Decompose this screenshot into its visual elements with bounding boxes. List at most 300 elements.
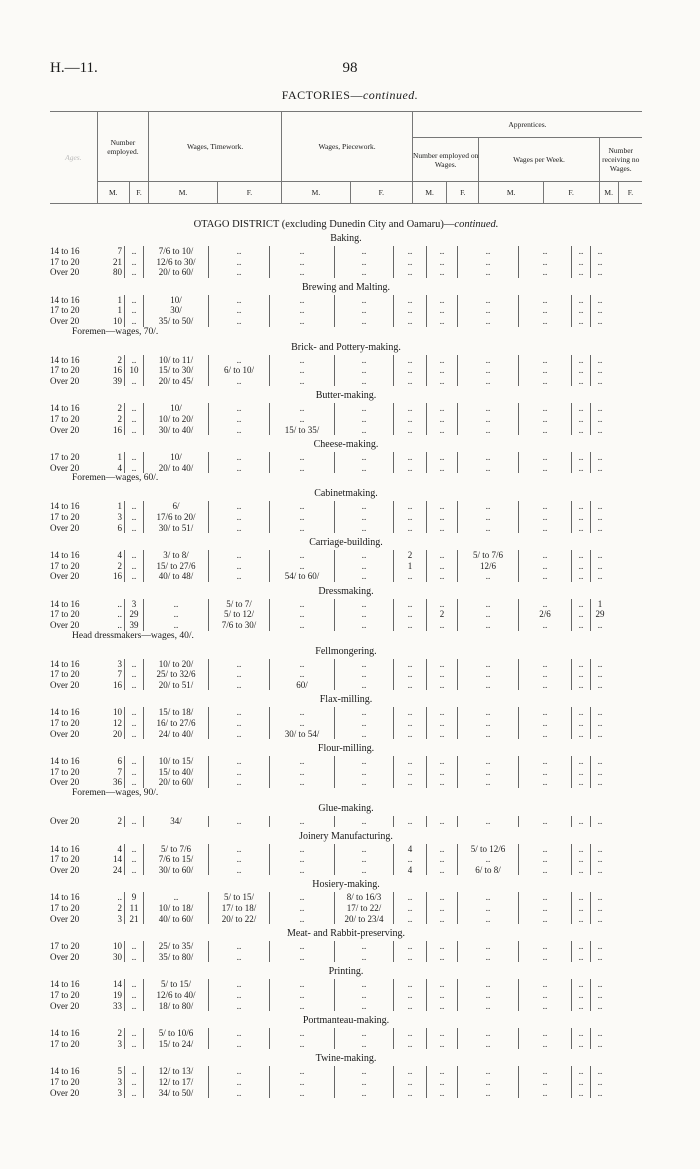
apprentice-employed-m-cell: .. (394, 599, 427, 610)
apprentice-employed-f-cell: .. (427, 365, 458, 376)
wages-piece-f-cell: .. (335, 512, 394, 523)
wages-time-m-cell: 24/ to 40/ (144, 729, 209, 740)
employed-m-cell: 30 (94, 952, 125, 963)
apprentice-nowages-f-cell: .. (597, 1028, 603, 1039)
title-continued: continued. (362, 88, 419, 102)
apprentice-wages-f-cell: .. (519, 1066, 572, 1077)
apprentice-employed-m-cell: .. (394, 1077, 427, 1088)
apprentice-wages-m-cell: .. (458, 903, 519, 914)
employed-f-cell: .. (125, 376, 144, 387)
age-cell: 17 to 20 (50, 511, 80, 522)
age-cell: 17 to 20 (50, 854, 80, 865)
age-cell: Over 20 (50, 679, 80, 690)
apprentice-employed-m-cell: .. (394, 316, 427, 327)
apprentice-wages-f-cell: .. (519, 669, 572, 680)
apprentice-nowages-f-cell: .. (597, 951, 603, 962)
employed-m-cell: 16 (94, 425, 125, 436)
table-row (50, 718, 642, 729)
employed-m-cell: 3 (94, 1088, 125, 1099)
wages-piece-f-cell: .. (335, 523, 394, 534)
wages-time-m-cell: 20/ to 51/ (144, 680, 209, 691)
age-cell: 17 to 20 (50, 1038, 80, 1049)
apprentice-wages-m-cell: .. (458, 767, 519, 778)
wages-time-f-cell: .. (209, 246, 270, 257)
employed-f-cell: 9 (125, 892, 144, 903)
apprentice-nowages-m-cell: .. (572, 680, 591, 691)
apprentice-nowages-m-cell: .. (572, 718, 591, 729)
employed-f-cell: .. (125, 816, 144, 827)
wages-time-m-cell: 12/6 to 40/ (144, 990, 209, 1001)
apprentice-wages-f-cell: .. (519, 316, 572, 327)
age-cell: Over 20 (50, 522, 80, 533)
employed-m-cell: 1 (94, 295, 125, 306)
wages-time-m-cell: 6/ (144, 501, 209, 512)
wages-time-f-cell: 6/ to 10/ (209, 365, 270, 376)
header-f: F. (217, 182, 281, 204)
apprentice-employed-m-cell: .. (394, 979, 427, 990)
wages-piece-m-cell: .. (270, 452, 335, 463)
apprentice-nowages-m-cell: .. (572, 1028, 591, 1039)
age-cell: Over 20 (50, 777, 80, 788)
employed-f-cell: .. (125, 1066, 144, 1077)
apprentice-nowages-f-cell: .. (597, 501, 603, 512)
apprentice-employed-f-cell: .. (427, 1088, 458, 1099)
employed-m-cell: 5 (94, 1066, 125, 1077)
apprentice-employed-f-cell: .. (427, 523, 458, 534)
apprentice-wages-m-cell: .. (458, 854, 519, 865)
wages-piece-m-cell: 60/ (270, 680, 335, 691)
apprentice-employed-m-cell: 4 (394, 844, 427, 855)
wages-piece-f-cell: 20/ to 23/4 (335, 914, 394, 925)
apprentice-nowages-m-cell: .. (572, 463, 591, 474)
employed-m-cell: 16 (94, 571, 125, 582)
apprentice-wages-m-cell: .. (458, 403, 519, 414)
apprentice-wages-m-cell: .. (458, 267, 519, 278)
apprentice-wages-f-cell: 2/6 (519, 609, 572, 620)
apprentice-employed-m-cell: .. (394, 501, 427, 512)
apprentice-wages-f-cell: .. (519, 865, 572, 876)
wages-time-f-cell: .. (209, 316, 270, 327)
employed-f-cell: .. (125, 561, 144, 572)
industry-section (50, 1014, 642, 1049)
table-row (50, 1028, 642, 1039)
wages-piece-m-cell: .. (270, 599, 335, 610)
employed-f-cell: .. (125, 267, 144, 278)
apprentice-nowages-f-cell: .. (597, 452, 603, 463)
apprentice-wages-f-cell: .. (519, 425, 572, 436)
wages-time-f-cell: 5/ to 12/ (209, 609, 270, 620)
apprentice-nowages-f-cell: .. (597, 989, 603, 1000)
wages-piece-m-cell: .. (270, 1039, 335, 1050)
apprentice-nowages-f-cell: .. (597, 669, 603, 680)
apprentice-wages-f-cell: .. (519, 729, 572, 740)
apprentice-nowages-m-cell: .. (572, 305, 591, 316)
apprentice-nowages-m-cell: .. (572, 865, 591, 876)
table-row (50, 865, 642, 876)
wages-piece-m-cell: .. (270, 355, 335, 366)
industry-section (50, 341, 642, 387)
wages-piece-m-cell: .. (270, 979, 335, 990)
employed-m-cell: 2 (94, 561, 125, 572)
apprentice-wages-m-cell: .. (458, 620, 519, 631)
age-cell: 14 to 16 (50, 1028, 80, 1039)
industry-title: Twine-making. (315, 1053, 377, 1065)
wages-time-f-cell: .. (209, 561, 270, 572)
wages-time-m-cell: 15/ to 24/ (144, 1039, 209, 1050)
apprentice-nowages-m-cell: .. (572, 376, 591, 387)
apprentice-employed-f-cell: .. (427, 620, 458, 631)
age-cell: 14 to 16 (50, 403, 80, 414)
table-row (50, 990, 642, 1001)
employed-m-cell: 10 (94, 707, 125, 718)
apprentice-nowages-m-cell: .. (572, 1001, 591, 1012)
apprentice-employed-m-cell: .. (394, 246, 427, 257)
apprentice-wages-f-cell: .. (519, 376, 572, 387)
industry-section (50, 927, 642, 962)
wages-time-m-cell: 5/ to 15/ (144, 979, 209, 990)
apprentice-wages-f-cell: .. (519, 257, 572, 268)
wages-piece-f-cell: .. (335, 305, 394, 316)
apprentice-employed-f-cell: .. (427, 979, 458, 990)
apprentice-wages-m-cell: .. (458, 523, 519, 534)
apprentice-wages-m-cell: .. (458, 425, 519, 436)
wages-time-m-cell: 40/ to 48/ (144, 571, 209, 582)
employed-m-cell: 4 (94, 463, 125, 474)
employed-m-cell: 6 (94, 756, 125, 767)
wages-time-f-cell: .. (209, 816, 270, 827)
header-m: M. (479, 182, 543, 204)
wages-time-m-cell: 35/ to 50/ (144, 316, 209, 327)
header-app-nowages: Number receiving no Wages. (599, 138, 642, 182)
age-cell: Over 20 (50, 816, 80, 826)
table-row (50, 756, 642, 767)
apprentice-wages-m-cell: .. (458, 941, 519, 952)
apprentice-nowages-m-cell: .. (572, 550, 591, 561)
wages-piece-m-cell: .. (270, 501, 335, 512)
wages-piece-m-cell: .. (270, 718, 335, 729)
header-m: M. (149, 182, 218, 204)
apprentice-employed-f-cell: .. (427, 355, 458, 366)
apprentice-wages-f-cell: .. (519, 844, 572, 855)
apprentice-nowages-m-cell: .. (572, 892, 591, 903)
age-cell: 17 to 20 (50, 413, 80, 424)
wages-time-m-cell: .. (144, 609, 209, 620)
employed-m-cell: 3 (94, 914, 125, 925)
wages-piece-f-cell: .. (335, 599, 394, 610)
employed-f-cell: .. (125, 669, 144, 680)
apprentice-wages-f-cell: .. (519, 1088, 572, 1099)
wages-piece-m-cell: .. (270, 376, 335, 387)
apprentice-wages-f-cell: .. (519, 756, 572, 767)
wages-piece-f-cell: .. (335, 1028, 394, 1039)
apprentice-wages-f-cell: .. (519, 620, 572, 631)
apprentice-nowages-f-cell: .. (597, 843, 603, 854)
apprentice-employed-f-cell: 2 (427, 609, 458, 620)
wages-piece-m-cell: .. (270, 990, 335, 1001)
wages-piece-f-cell: .. (335, 246, 394, 257)
employed-m-cell: 21 (94, 257, 125, 268)
apprentice-employed-f-cell: .. (427, 718, 458, 729)
age-cell: 17 to 20 (50, 452, 80, 463)
employed-m-cell: 4 (94, 550, 125, 561)
apprentice-nowages-f-cell: .. (597, 413, 603, 424)
apprentice-nowages-m-cell: .. (572, 952, 591, 963)
wages-piece-m-cell: .. (270, 1077, 335, 1088)
wages-piece-m-cell: .. (270, 767, 335, 778)
employed-f-cell: .. (125, 414, 144, 425)
wages-piece-f-cell: .. (335, 659, 394, 670)
employed-f-cell: .. (125, 452, 144, 463)
industry-section (50, 830, 642, 876)
employed-f-cell: .. (125, 463, 144, 474)
employed-f-cell: .. (125, 979, 144, 990)
apprentice-nowages-f-cell: .. (597, 1087, 603, 1098)
apprentice-employed-f-cell: .. (427, 376, 458, 387)
wages-time-f-cell: .. (209, 756, 270, 767)
employed-f-cell: .. (125, 523, 144, 534)
industry-title: Flour-milling. (317, 743, 375, 755)
employed-f-cell: .. (125, 316, 144, 327)
apprentice-nowages-f-cell: .. (597, 941, 603, 952)
apprentice-employed-f-cell: .. (427, 707, 458, 718)
wages-piece-f-cell: .. (335, 718, 394, 729)
wages-piece-f-cell: .. (335, 463, 394, 474)
wages-time-f-cell: .. (209, 669, 270, 680)
apprentice-nowages-m-cell: .. (572, 620, 591, 631)
wages-piece-m-cell: .. (270, 550, 335, 561)
wages-piece-f-cell: .. (335, 501, 394, 512)
apprentice-nowages-f-cell: .. (597, 913, 603, 924)
table-row (50, 707, 642, 718)
employed-f-cell: .. (125, 659, 144, 670)
age-cell: 14 to 16 (50, 1066, 80, 1077)
apprentice-employed-m-cell: .. (394, 1039, 427, 1050)
wages-time-f-cell: .. (209, 707, 270, 718)
wages-time-m-cell: 10/ to 15/ (144, 756, 209, 767)
employed-m-cell: 2 (94, 1028, 125, 1039)
wages-time-f-cell: .. (209, 523, 270, 534)
employed-m-cell: 14 (94, 854, 125, 865)
table-row (50, 1077, 642, 1088)
table-row (50, 246, 642, 257)
apprentice-employed-m-cell: .. (394, 729, 427, 740)
apprentice-nowages-m-cell: .. (572, 659, 591, 670)
wages-piece-m-cell: .. (270, 316, 335, 327)
age-cell: Over 20 (50, 375, 80, 386)
industry-title: Meat- and Rabbit-preserving. (286, 928, 406, 940)
table-row (50, 452, 642, 463)
employed-m-cell: .. (94, 609, 125, 620)
header-apprentices: Apprentices. (412, 112, 642, 138)
wages-piece-f-cell: .. (335, 816, 394, 827)
apprentice-nowages-f-cell: .. (597, 375, 603, 386)
wages-time-f-cell: .. (209, 844, 270, 855)
apprentice-employed-m-cell: .. (394, 680, 427, 691)
apprentice-employed-f-cell: .. (427, 403, 458, 414)
apprentice-employed-m-cell: .. (394, 609, 427, 620)
apprentice-employed-f-cell: .. (427, 669, 458, 680)
wages-piece-f-cell: .. (335, 990, 394, 1001)
apprentice-employed-m-cell: .. (394, 767, 427, 778)
wages-time-f-cell: .. (209, 1039, 270, 1050)
wages-time-f-cell: .. (209, 512, 270, 523)
apprentice-employed-m-cell: .. (394, 990, 427, 1001)
employed-f-cell: 10 (125, 365, 144, 376)
apprentice-wages-f-cell: .. (519, 403, 572, 414)
age-cell: Over 20 (50, 728, 80, 739)
apprentice-nowages-m-cell: .. (572, 756, 591, 767)
employed-f-cell: .. (125, 854, 144, 865)
industry-title: Cheese-making. (313, 439, 379, 451)
apprentice-wages-m-cell: .. (458, 414, 519, 425)
table-row (50, 561, 642, 572)
district-title: OTAGO DISTRICT (excluding Dunedin City and Oamaru)— (193, 219, 455, 230)
apprentice-nowages-m-cell: .. (572, 854, 591, 865)
apprentice-nowages-m-cell: .. (572, 561, 591, 572)
industry-section (50, 585, 642, 642)
apprentice-wages-f-cell: .. (519, 599, 572, 610)
wages-time-m-cell: 16/ to 27/6 (144, 718, 209, 729)
apprentice-nowages-m-cell: .. (572, 816, 591, 827)
apprentice-wages-m-cell: .. (458, 659, 519, 670)
employed-f-cell: .. (125, 952, 144, 963)
apprentice-wages-m-cell: .. (458, 707, 519, 718)
wages-piece-m-cell: .. (270, 1088, 335, 1099)
employed-f-cell: .. (125, 403, 144, 414)
apprentice-wages-m-cell: .. (458, 463, 519, 474)
employed-f-cell: .. (125, 767, 144, 778)
apprentice-wages-f-cell: .. (519, 512, 572, 523)
wages-piece-f-cell: .. (335, 756, 394, 767)
wages-piece-f-cell: .. (335, 1088, 394, 1099)
header-f: F. (543, 182, 599, 204)
wages-time-m-cell: 35/ to 80/ (144, 952, 209, 963)
apprentice-employed-f-cell: .. (427, 729, 458, 740)
age-cell: 14 to 16 (50, 246, 80, 256)
table-row (50, 257, 642, 268)
industry-title: Joinery Manufacturing. (299, 830, 393, 842)
table-row (50, 523, 642, 534)
industry-title: Portmanteau-making. (302, 1015, 390, 1027)
wages-time-f-cell: 17/ to 18/ (209, 903, 270, 914)
apprentice-employed-f-cell: .. (427, 246, 458, 257)
header-employed: Number employed. (97, 112, 148, 182)
employed-m-cell: 2 (94, 355, 125, 366)
employed-f-cell: .. (125, 257, 144, 268)
employed-m-cell: 39 (94, 376, 125, 387)
apprentice-nowages-f-cell: .. (597, 315, 603, 326)
wages-piece-m-cell: .. (270, 267, 335, 278)
wages-time-f-cell: .. (209, 718, 270, 729)
wages-time-m-cell: 15/ to 40/ (144, 767, 209, 778)
wages-piece-f-cell: .. (335, 952, 394, 963)
employed-m-cell: 7 (94, 669, 125, 680)
apprentice-nowages-f-cell: .. (597, 403, 603, 414)
wages-piece-f-cell: .. (335, 571, 394, 582)
apprentice-wages-m-cell: .. (458, 1039, 519, 1050)
apprentice-wages-f-cell: .. (519, 718, 572, 729)
apprentice-nowages-f-cell: .. (597, 816, 603, 826)
apprentice-nowages-f-cell: .. (597, 902, 603, 913)
apprentice-employed-m-cell: .. (394, 414, 427, 425)
apprentice-employed-f-cell: .. (427, 452, 458, 463)
apprentice-employed-f-cell: .. (427, 267, 458, 278)
apprentice-wages-m-cell: .. (458, 305, 519, 316)
column-header-table (50, 111, 642, 204)
wages-time-f-cell: .. (209, 1088, 270, 1099)
industry-title: Flax-milling. (319, 694, 373, 706)
wages-piece-m-cell: .. (270, 844, 335, 855)
wages-time-m-cell: 30/ to 60/ (144, 865, 209, 876)
wages-time-m-cell: 15/ to 27/6 (144, 561, 209, 572)
industry-section (50, 281, 642, 338)
apprentice-employed-f-cell: .. (427, 1028, 458, 1039)
apprentice-employed-m-cell: .. (394, 1088, 427, 1099)
table-row (50, 729, 642, 740)
apprentice-employed-m-cell: 1 (394, 561, 427, 572)
employed-f-cell: .. (125, 1028, 144, 1039)
wages-time-f-cell: .. (209, 452, 270, 463)
wages-piece-m-cell: .. (270, 941, 335, 952)
wages-time-m-cell: 20/ to 45/ (144, 376, 209, 387)
apprentice-nowages-f-cell: .. (597, 256, 603, 267)
wages-piece-m-cell: .. (270, 1066, 335, 1077)
wages-piece-m-cell: .. (270, 1001, 335, 1012)
apprentice-nowages-m-cell: .. (572, 414, 591, 425)
wages-time-f-cell: .. (209, 463, 270, 474)
wages-time-f-cell: .. (209, 425, 270, 436)
apprentice-employed-f-cell: .. (427, 501, 458, 512)
wages-time-f-cell: .. (209, 990, 270, 1001)
apprentice-employed-f-cell: .. (427, 941, 458, 952)
apprentice-nowages-f-cell: .. (597, 365, 603, 376)
apprentice-employed-m-cell: .. (394, 892, 427, 903)
industry-section (50, 232, 642, 278)
table-row (50, 816, 642, 827)
employed-m-cell: .. (94, 599, 125, 610)
wages-time-m-cell: 7/6 to 15/ (144, 854, 209, 865)
table-body (50, 215, 642, 1101)
apprentice-wages-m-cell: .. (458, 718, 519, 729)
wages-time-f-cell: 20/ to 22/ (209, 914, 270, 925)
table-row (50, 1039, 642, 1050)
apprentice-employed-f-cell: .. (427, 854, 458, 865)
wages-piece-f-cell: .. (335, 620, 394, 631)
wages-time-m-cell: 5/ to 10/6 (144, 1028, 209, 1039)
header-app-wages: Wages per Week. (479, 138, 599, 182)
wages-piece-f-cell: .. (335, 680, 394, 691)
apprentice-nowages-m-cell: .. (572, 990, 591, 1001)
apprentice-wages-m-cell: .. (458, 1066, 519, 1077)
apprentice-employed-m-cell: .. (394, 718, 427, 729)
apprentice-employed-f-cell: .. (427, 756, 458, 767)
wages-piece-f-cell: .. (335, 365, 394, 376)
employed-f-cell: 21 (125, 914, 144, 925)
apprentice-nowages-f-cell: .. (597, 766, 603, 777)
wages-time-f-cell: .. (209, 305, 270, 316)
apprentice-employed-m-cell: .. (394, 707, 427, 718)
apprentice-employed-f-cell: .. (427, 425, 458, 436)
apprentice-nowages-m-cell: .. (572, 246, 591, 257)
apprentice-nowages-m-cell: .. (572, 523, 591, 534)
table-row (50, 599, 642, 610)
wages-time-m-cell: 7/6 to 10/ (144, 246, 209, 257)
employed-f-cell: .. (125, 305, 144, 316)
employed-m-cell: .. (94, 892, 125, 903)
apprentice-nowages-f-cell: .. (597, 854, 603, 865)
industry-section (50, 487, 642, 533)
wages-time-m-cell: 10/ (144, 403, 209, 414)
